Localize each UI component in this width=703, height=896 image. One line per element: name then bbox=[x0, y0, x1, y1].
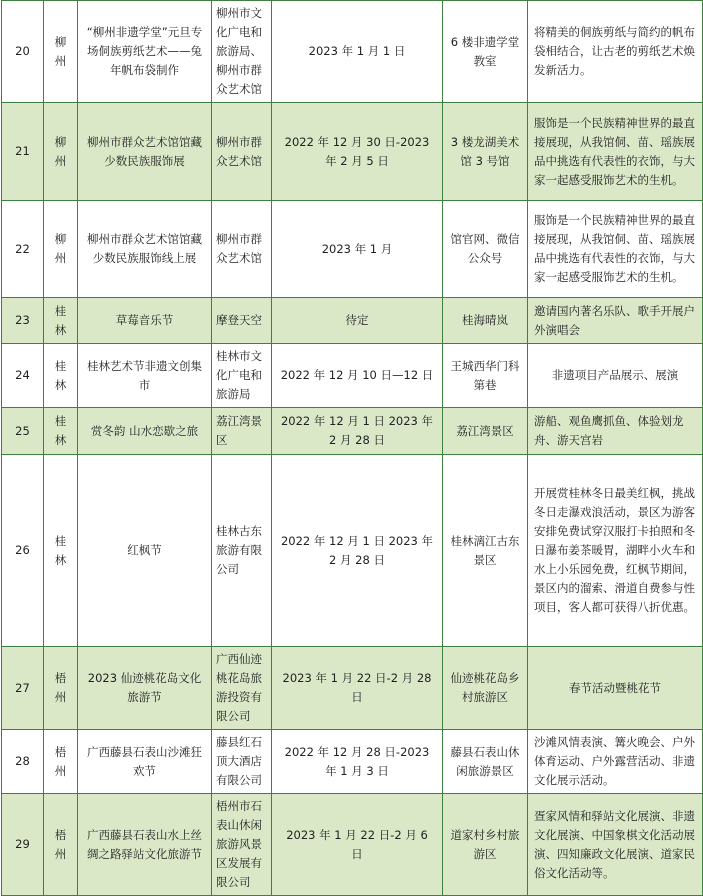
table-row bbox=[2, 201, 703, 298]
activity-name-cell: 柳州市群众艺术馆馆藏少数民族服饰展 bbox=[78, 103, 212, 201]
city-cell: 梧州 bbox=[44, 730, 78, 794]
row-number: 28 bbox=[2, 730, 44, 794]
venue-cell: 道家村乡村旅游区 bbox=[443, 794, 528, 896]
date-cell: 2022 年 12 月 1 日 2023 年 2 月 28 日 bbox=[272, 455, 443, 647]
organizer-cell: 摩登天空 bbox=[212, 298, 272, 344]
organizer-cell: 藤县红石顶大酒店有限公司 bbox=[212, 730, 272, 794]
venue-cell: 藤县石表山休闲旅游景区 bbox=[443, 730, 528, 794]
city-cell: 柳州 bbox=[44, 201, 78, 298]
activity-name-cell: 赏冬韵 山水恋歇之旅 bbox=[78, 408, 212, 455]
row-number: 24 bbox=[2, 344, 44, 408]
city-cell: 柳州 bbox=[44, 103, 78, 201]
table-row bbox=[2, 408, 703, 455]
venue-cell: 王城西华门科第巷 bbox=[443, 344, 528, 408]
venue-cell: 荔江湾景区 bbox=[443, 408, 528, 455]
activity-name-cell: 广西藤县石表山沙滩狂欢节 bbox=[78, 730, 212, 794]
row-number: 21 bbox=[2, 103, 44, 201]
row-number: 27 bbox=[2, 647, 44, 730]
date-cell: 2023 年 1 月 22 日-2 月 28 日 bbox=[272, 647, 443, 730]
city-cell: 梧州 bbox=[44, 647, 78, 730]
organizer-cell: 桂林古东旅游有限公司 bbox=[212, 455, 272, 647]
date-cell: 2022 年 12 月 10 日—12 日 bbox=[272, 344, 443, 408]
organizer-cell: 柳州市群众艺术馆 bbox=[212, 103, 272, 201]
venue-cell: 6 楼非遗学堂教室 bbox=[443, 1, 528, 103]
date-cell: 2023 年 1 月 bbox=[272, 201, 443, 298]
table-row bbox=[2, 344, 703, 408]
date-cell: 2022 年 12 月 30 日-2023 年 2 月 5 日 bbox=[272, 103, 443, 201]
description-cell: 游船、观鱼鹰抓鱼、体验划龙舟、游天宫岩 bbox=[528, 408, 703, 455]
table-row bbox=[2, 103, 703, 201]
row-number: 23 bbox=[2, 298, 44, 344]
organizer-cell: 桂林市文化广电和旅游局 bbox=[212, 344, 272, 408]
venue-cell: 3 楼龙湖美术馆 3 号馆 bbox=[443, 103, 528, 201]
row-number: 29 bbox=[2, 794, 44, 896]
city-cell: 桂林 bbox=[44, 344, 78, 408]
description-cell: 邀请国内著名乐队、歌手开展户外演唱会 bbox=[528, 298, 703, 344]
activity-name-cell: 草莓音乐节 bbox=[78, 298, 212, 344]
organizer-cell: 柳州市群众艺术馆 bbox=[212, 201, 272, 298]
description-cell: 开展赏桂林冬日最美红枫，挑战冬日走瀑戏浪活动，景区为游客安排免费试穿汉服打卡拍照和冬日瀑布姜茶暖胃，湖畔小火车和水上小乐园免费，红枫节期间，景区内的溜索、滑道自费参与性项目，客人都可获得八折优惠。 bbox=[528, 455, 703, 647]
venue-cell: 馆官网、微信公众号 bbox=[443, 201, 528, 298]
date-cell: 2023 年 1 月 22 日-2 月 6 日 bbox=[272, 794, 443, 896]
date-cell: 2023 年 1 月 1 日 bbox=[272, 1, 443, 103]
table-row bbox=[2, 647, 703, 730]
table-row bbox=[2, 298, 703, 344]
organizer-cell: 梧州市石表山休闲旅游风景区发展有限公司 bbox=[212, 794, 272, 896]
city-cell: 梧州 bbox=[44, 794, 78, 896]
description-cell: 沙滩风情表演、篝火晚会、户外体育运动、户外露营活动、非遗文化展示活动。 bbox=[528, 730, 703, 794]
description-cell: 疍家风情和驿站文化展演、非遗文化展演、中国象棋文化活动展演、四知廉政文化展演、道家民俗文化活动等。 bbox=[528, 794, 703, 896]
city-cell: 桂林 bbox=[44, 455, 78, 647]
row-number: 22 bbox=[2, 201, 44, 298]
activity-name-cell: 桂林艺术节非遗文创集市 bbox=[78, 344, 212, 408]
row-number: 20 bbox=[2, 1, 44, 103]
activity-name-cell: 2023 仙迹桃花岛文化旅游节 bbox=[78, 647, 212, 730]
organizer-cell: 荔江湾景区 bbox=[212, 408, 272, 455]
description-cell: 春节活动暨桃花节 bbox=[528, 647, 703, 730]
organizer-cell: 广西仙迹桃花岛旅游投资有限公司 bbox=[212, 647, 272, 730]
venue-cell: 桂林漓江古东景区 bbox=[443, 455, 528, 647]
row-number: 26 bbox=[2, 455, 44, 647]
description-cell: 服饰是一个民族精神世界的最直接展现，从我馆侗、苗、瑶族展品中挑选有代表性的衣饰，与大家一起感受服饰艺术的生机。 bbox=[528, 103, 703, 201]
row-number: 25 bbox=[2, 408, 44, 455]
description-cell: 服饰是一个民族精神世界的最直接展现，从我馆侗、苗、瑶族展品中挑选有代表性的衣饰，与大家一起感受服饰艺术的生机。 bbox=[528, 201, 703, 298]
table-row bbox=[2, 730, 703, 794]
city-cell: 柳州 bbox=[44, 1, 78, 103]
city-cell: 桂林 bbox=[44, 408, 78, 455]
description-cell: 将精美的侗族剪纸与简约的帆布袋相结合，让古老的剪纸艺术焕发新活力。 bbox=[528, 1, 703, 103]
activity-name-cell: “柳州非遗学堂”元旦专场侗族剪纸艺术——兔年帆布袋制作 bbox=[78, 1, 212, 103]
description-cell: 非遗项目产品展示、展演 bbox=[528, 344, 703, 408]
activity-table bbox=[1, 0, 703, 896]
organizer-cell: 柳州市文化广电和旅游局、柳州市群众艺术馆 bbox=[212, 1, 272, 103]
city-cell: 桂林 bbox=[44, 298, 78, 344]
activity-name-cell: 广西藤县石表山水上丝绸之路驿站文化旅游节 bbox=[78, 794, 212, 896]
table-row bbox=[2, 1, 703, 103]
date-cell: 待定 bbox=[272, 298, 443, 344]
venue-cell: 仙迹桃花岛乡村旅游区 bbox=[443, 647, 528, 730]
date-cell: 2022 年 12 月 1 日 2023 年 2 月 28 日 bbox=[272, 408, 443, 455]
table-row bbox=[2, 794, 703, 896]
date-cell: 2022 年 12 月 28 日-2023 年 1 月 3 日 bbox=[272, 730, 443, 794]
venue-cell: 桂海晴岚 bbox=[443, 298, 528, 344]
activity-name-cell: 柳州市群众艺术馆馆藏少数民族服饰线上展 bbox=[78, 201, 212, 298]
table-body bbox=[2, 1, 703, 896]
activity-name-cell: 红枫节 bbox=[78, 455, 212, 647]
table-row bbox=[2, 455, 703, 647]
